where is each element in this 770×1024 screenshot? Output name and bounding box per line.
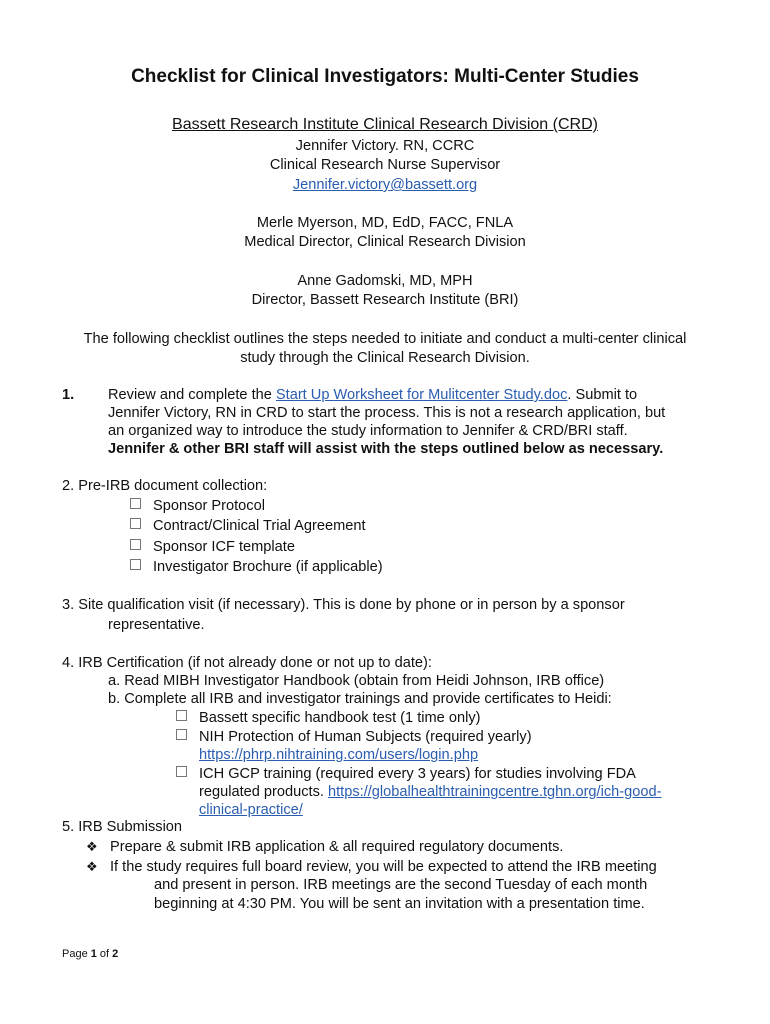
checklist-item xyxy=(130,497,265,516)
training-item-label: NIH Protection of Human Subjects (required yearly) xyxy=(199,729,532,745)
step1-text: Review and complete the xyxy=(108,387,276,403)
page-prefix: Page xyxy=(62,948,91,960)
contact-role: Medical Director, Clinical Research Division xyxy=(244,234,526,250)
checkbox-icon[interactable] xyxy=(130,518,141,529)
checklist-item xyxy=(130,538,295,557)
checkbox-icon[interactable] xyxy=(176,729,187,740)
contact-name: Anne Gadomski, MD, MPH xyxy=(297,273,473,289)
submission-item-cont: beginning at 4:30 PM. You will be sent an invitation with a presentation time. xyxy=(154,896,645,912)
step1-line3: an organized way to introduce the study information to Jennifer & CRD/BRI staff. xyxy=(108,423,628,439)
page-title: Checklist for Clinical Investigators: Multi-Center Studies xyxy=(131,66,639,87)
startup-worksheet-link[interactable]: Start Up Worksheet for Mulitcenter Study.doc xyxy=(275,387,568,403)
nih-training-link-row xyxy=(199,746,478,765)
checkbox-icon[interactable] xyxy=(176,766,187,777)
step1-line1 xyxy=(108,386,728,405)
step1-text-tail: . Submit to xyxy=(567,387,638,403)
training-item xyxy=(176,765,636,784)
checkbox-icon[interactable] xyxy=(130,559,141,570)
checklist-item xyxy=(130,558,383,577)
step2-heading: 2. Pre-IRB document collection: xyxy=(62,478,268,494)
gcp-training-row xyxy=(199,783,661,802)
nih-training-link[interactable]: https://phrp.nihtraining.com/users/login.php xyxy=(199,747,479,763)
step1-bold-note: Jennifer & other BRI staff will assist with the steps outlined below as necessary. xyxy=(108,441,664,457)
contact-email-link[interactable]: Jennifer.victory@bassett.org xyxy=(292,177,478,193)
checklist-item-label: Sponsor Protocol xyxy=(153,498,265,514)
diamond-bullet-icon: ❖ xyxy=(86,859,98,874)
training-item xyxy=(176,728,532,747)
contact-name: Jennifer Victory. RN, CCRC xyxy=(295,138,475,154)
training-item xyxy=(176,709,480,728)
submission-item xyxy=(86,857,657,877)
step3-line2: representative. xyxy=(108,617,205,633)
gcp-training-link[interactable]: https://globalhealthtrainingcentre.tghn.org/ich-good- xyxy=(328,784,662,800)
checklist-item-label: Sponsor ICF template xyxy=(153,539,295,555)
step4-a: a. Read MIBH Investigator Handbook (obtain from Heidi Johnson, IRB office) xyxy=(108,673,605,689)
step1-line2: Jennifer Victory, RN in CRD to start the process. This is not a research application, but xyxy=(108,405,666,421)
page-of: of xyxy=(96,948,113,960)
step5-heading: 5. IRB Submission xyxy=(62,819,183,835)
submission-item-cont: and present in person. IRB meetings are the second Tuesday of each month xyxy=(154,877,648,893)
checkbox-icon[interactable] xyxy=(130,539,141,550)
page-number xyxy=(62,945,118,964)
step3-line1: 3. Site qualification visit (if necessary). This is done by phone or in person by a sponsor xyxy=(62,597,625,613)
submission-item xyxy=(86,837,563,857)
submission-item-label: If the study requires full board review, you will be expected to attend the IRB meeting xyxy=(110,859,657,875)
checklist-item xyxy=(130,517,366,536)
step4-b: b. Complete all IRB and investigator trainings and provide certificates to Heidi: xyxy=(108,691,612,707)
gcp-training-link-cont-row xyxy=(199,801,303,820)
page-current: 1 xyxy=(90,948,97,960)
intro-line: study through the Clinical Research Division. xyxy=(240,350,530,366)
submission-item-label: Prepare & submit IRB application & all required regulatory documents. xyxy=(110,839,564,855)
gcp-training-link-continued[interactable]: clinical-practice/ xyxy=(199,802,303,818)
training-item-label: ICH GCP training (required every 3 years) for studies involving FDA xyxy=(199,766,636,782)
checklist-item-label: Contract/Clinical Trial Agreement xyxy=(153,518,366,534)
checklist-item-label: Investigator Brochure (if applicable) xyxy=(153,559,383,575)
step4-heading: 4. IRB Certification (if not already done or not up to date): xyxy=(62,655,432,671)
division-heading: Bassett Research Institute Clinical Research Division (CRD) xyxy=(172,116,598,133)
page-total: 2 xyxy=(112,948,119,960)
contact-role: Clinical Research Nurse Supervisor xyxy=(269,157,501,173)
diamond-bullet-icon: ❖ xyxy=(86,839,98,854)
contact-name: Merle Myerson, MD, EdD, FACC, FNLA xyxy=(256,215,514,231)
contact-role: Director, Bassett Research Institute (BRI) xyxy=(251,292,519,308)
gcp-training-text: regulated products. xyxy=(199,784,328,800)
training-item-label: Bassett specific handbook test (1 time only) xyxy=(199,710,481,726)
step1-number: 1. xyxy=(62,387,75,403)
intro-line: The following checklist outlines the steps needed to initiate and conduct a multi-center clinical xyxy=(83,331,687,347)
contact-email-row xyxy=(0,176,770,195)
checkbox-icon[interactable] xyxy=(130,498,141,509)
checkbox-icon[interactable] xyxy=(176,710,187,721)
